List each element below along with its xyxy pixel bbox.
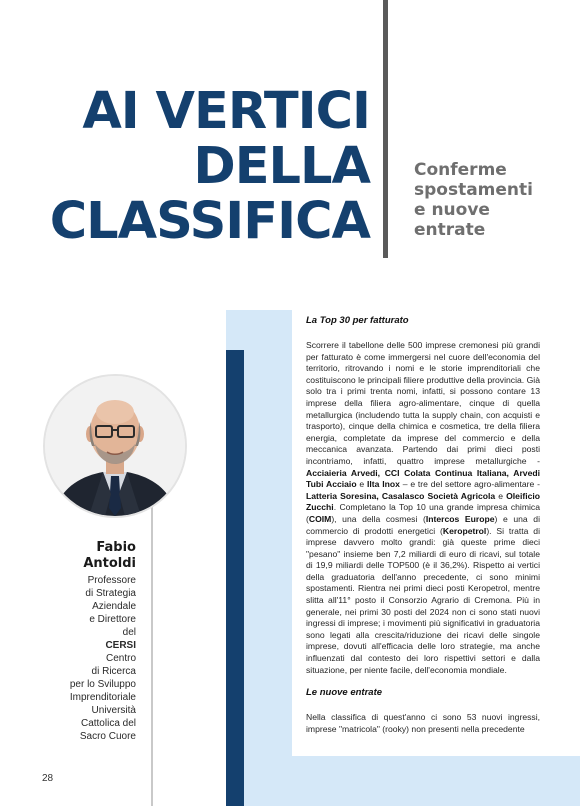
author-role-line: Centro — [105, 653, 136, 664]
company-name: Oleificio Zucchi — [306, 490, 540, 513]
subheadline-line-4: entrate — [414, 220, 486, 240]
decorative-light-blue-bar — [263, 660, 276, 806]
section-title-new-entries: Le nuove entrate — [306, 687, 383, 699]
headline-line-3: CLASSIFICA — [49, 192, 370, 251]
company-name: Intercos Europe — [425, 513, 495, 524]
author-portrait-illustration — [45, 376, 185, 516]
author-role-line: Aziendale — [92, 601, 136, 612]
headline-divider — [383, 0, 388, 258]
paragraph-text: ), una della cosmesi ( — [331, 513, 426, 524]
headline-line-2: DELLA — [193, 137, 370, 196]
subheadline-line-3: e nuove — [414, 200, 490, 220]
company-names: Latteria Soresina, Casalasco Società Agricola — [306, 490, 496, 501]
paragraph-text: e — [495, 490, 507, 501]
decorative-navy-bar — [226, 350, 244, 806]
author-role-line: di Strategia — [85, 588, 136, 599]
subheadline-line-2: spostamenti — [414, 180, 533, 200]
author-last-name: Antoldi — [83, 556, 136, 571]
author-role-line: Università — [91, 705, 136, 716]
paragraph-text: ). Si tratta di imprese davvero molto grandi: già queste prime dieci "pesano" insieme ben 7,2 miliardi di euro di ricavi, sul totale di 19,9 miliardi delle TOP500 (è il 36,2%). Rispetto ai vertici della graduatoria dell'anno precedente, ci sono minimi spostamenti. Rientra nei primi dieci posti Keropetrol, mentre slitta all'11° posto il Consorzio Agrario di Cremona. Più in generale, nei primi 30 posti del 2024 non ci sono stati nuovi ingressi di imprese; i movimenti più significativi in graduatoria sono legati alla crescita/riduzione dei ricavi delle singole imprese, dovuti all'efficacia delle loro strategie, ma anche influenzati dal contesto dei loro rispettivi settori e dalla situazione, per niente facile, dell'economia mondiale. — [306, 525, 540, 675]
author-role-line — [6, 626, 136, 652]
paragraph-text: Scorrere il tabellone delle 500 imprese cremonesi più grandi per fatturato è come immergersi nel cuore dell'economia del territorio, ritrovando i nomi e le storie imprenditoriali che costituiscono le principali filiere produttive della provincia. Già solo tra i primi trenta nomi, infatti, si possono contare 13 imprese della filiera agro-alimentare, cinque di quella metallurgica (includendo tutta la supply chain, con acquisti e trasporto), cinque della chimica e cosmetica, tre della filiera energia, completate da imprese del commercio e della meccanica avanzata. Partendo dai primi dieci posti incontriamo, infatti, quattro imprese metallurgiche - — [306, 340, 540, 466]
author-role-prefix: del — [122, 627, 136, 638]
author-role-line: Professore — [87, 575, 136, 586]
author-role — [6, 574, 136, 743]
decorative-grey-line — [151, 498, 153, 806]
paragraph-text: – e tre del settore agro-alimentare - — [399, 479, 540, 490]
subheadline-line-1: Conferme — [414, 160, 507, 180]
author-name — [6, 540, 136, 572]
article-paragraph-2: Nella classifica di quest'anno ci sono 53 nuovi ingressi, imprese "matricola" (rooky) non presenti nella precedente — [306, 712, 540, 734]
company-name: Keropetrol — [442, 525, 487, 536]
subheadline — [414, 160, 574, 240]
author-block — [6, 540, 136, 743]
paragraph-text: . Completano la Top 10 una grande impresa chimica ( — [306, 502, 540, 524]
article-paragraph-1 — [306, 340, 540, 676]
author-role-line: Cattolica del — [80, 718, 136, 729]
article-body — [306, 315, 540, 735]
section-title-top30: La Top 30 per fatturato — [306, 315, 409, 326]
paragraph-text: e — [356, 479, 367, 490]
author-portrait — [43, 374, 187, 518]
headline — [50, 84, 370, 249]
author-role-line: di Ricerca — [91, 666, 136, 677]
author-organization: CERSI — [105, 640, 136, 651]
company-name: Ilta Inox — [367, 479, 400, 490]
company-name: COIM — [308, 513, 332, 524]
author-role-line: e Direttore — [89, 614, 136, 625]
company-names: Acciaieria Arvedi, CCI Colata Continua Italiana, Arvedi Tubi Acciaio — [306, 467, 540, 490]
headline-line-1: AI VERTICI — [82, 82, 370, 141]
author-role-line: per lo Sviluppo — [69, 679, 136, 690]
author-role-line: Imprenditoriale — [69, 692, 136, 703]
paragraph-text: ) e una di commercio di prodotti energetici ( — [306, 513, 540, 536]
author-first-name: Fabio — [96, 540, 136, 555]
page-number: 28 — [42, 773, 54, 784]
author-role-line: Sacro Cuore — [79, 731, 136, 742]
